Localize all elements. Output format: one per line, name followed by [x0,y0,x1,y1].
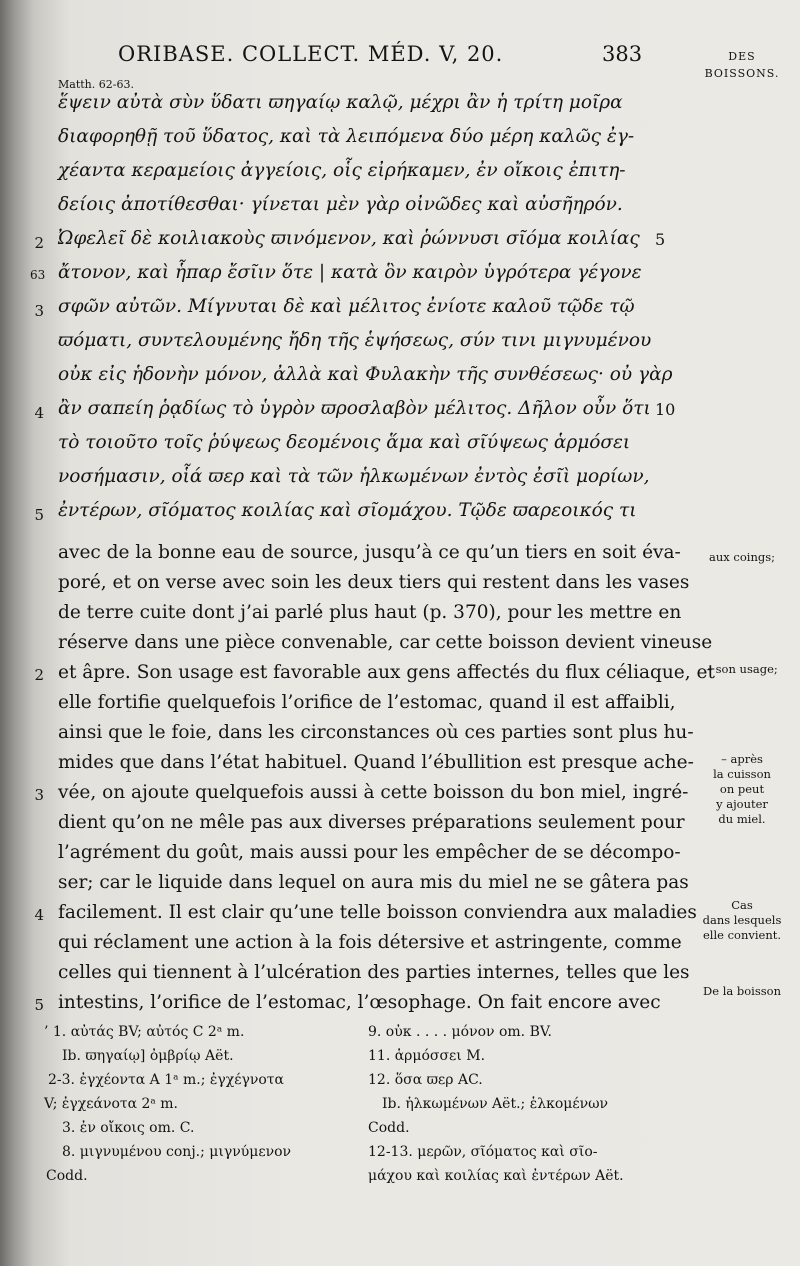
margin-heading-line: BOISSONS. [704,67,780,80]
french-line: facilement. Il est clair qu’une telle boisson conviendra aux maladies [58,902,697,923]
french-line: celles qui tiennent à l’ulcération des parties internes, telles que les [58,962,690,983]
greek-line: σφῶν αὐτῶν. Μίγνυται δὲ καὶ μέλιτος ἐνίοτε καλοῦ τῷδε τῷ [58,296,635,317]
footnote-line: 12-13. μερῶν, σῖόματος καὶ σῖο- [368,1144,598,1160]
section-number: 4 [34,404,44,422]
french-line: elle fortifie quelquefois l’orifice de l’estomac, quand il est affaibli, [58,692,676,713]
margin-note-line: dans lesquels [702,913,782,927]
greek-line: ϖόματι, συντελουμένης ἤδη τῆς ἑψήσεως, σύν τινι μιγνυμένου [58,330,652,351]
greek-line: ἄτονον, καὶ ἧπαρ ἔσῖιν ὅτε | κατὰ ὃν καιρὸν ὑγρότερα γέγονε [58,262,642,283]
section-number: 3 [34,786,44,804]
margin-note-line: elle convient. [702,928,782,942]
margin-note [692,898,792,943]
footnote-line: Ib. ϖηγαίῳ] ὀμβρίῳ Aët. [62,1048,234,1064]
french-line: l’agrément du goût, mais aussi pour les empêcher de se décompo- [58,842,681,863]
french-line: intestins, l’orifice de l’estomac, l’œsophage. On fait encore avec [58,992,661,1013]
greek-line: τὸ τοιοῦτο τοῖς ῥύψεως δεομένοις ἅμα καὶ σῖύψεως ἁρμόσει [58,432,631,453]
french-line: réserve dans une pièce convenable, car cette boisson devient vineuse [58,632,713,653]
footnote-line: 8. μιγνυμένου conj.; μιγνύμενον [62,1144,292,1160]
section-number: 3 [34,302,44,320]
french-line: mides que dans l’état habituel. Quand l’ébullition est presque ache- [58,752,694,773]
running-title: ORIBASE. COLLECT. MÉD. V, 20. [118,42,504,66]
footnote-line: Codd. [368,1120,410,1136]
footnote-line: μάχου καὶ κοιλίας καὶ ἐντέρων Aët. [368,1168,624,1184]
french-line: avec de la bonne eau de source, jusqu’à ce qu’un tiers en soit éva- [58,542,681,563]
french-line: de terre cuite dont j’ai parlé plus haut (p. 370), pour les mettre en [58,602,682,623]
greek-line: ἕψειν αὐτὰ σὺν ὕδατι ϖηγαίῳ καλῷ, μέχρι ἂν ἡ τρίτη μοῖρα [58,92,623,113]
french-line: ainsi que le foie, dans les circonstances où ces parties sont plus hu- [58,722,694,743]
footnote-line: Ib. ἡλκωμένων Aët.; ἑλκομένων [382,1096,609,1112]
section-number: 5 [34,506,44,524]
footnote-line: 3. ἐν οἴκοις om. C. [62,1120,195,1136]
footnote-line: 12. ὅσα ϖερ AC. [368,1072,483,1088]
margin-heading-line: DES [728,50,756,63]
section-number: 5 [34,996,44,1014]
margin-note-line: la cuisson [713,767,771,781]
line-number: 10 [655,400,676,419]
footnote-line: 2-3. ἐγχέοντα A 1ᵃ m.; ἐγχέγνοτα [48,1072,284,1088]
footnote-line: ’ 1. αὐτάς BV; αὐτός C 2ᵃ m. [44,1024,245,1040]
french-line: vée, on ajoute quelquefois aussi à cette boisson du bon miel, ingré- [58,782,689,803]
margin-note-line: y ajouter [716,797,768,811]
section-number: 2 [34,666,44,684]
margin-note-line: du miel. [718,812,766,826]
section-number: 2 [34,234,44,252]
margin-note: De la boisson [703,984,781,998]
line-number: 5 [655,230,666,249]
greek-line: Ὠφελεῖ δὲ κοιλιακοὺς ϖινόμενον, καὶ ῥώννυσι σῖόμα κοιλίας [58,228,640,249]
french-line: et âpre. Son usage est favorable aux gens affectés du flux céliaque, et [58,662,715,683]
edition-reference: Matth. 62-63. [58,78,134,91]
footnote-line: 9. οὐκ . . . . μόνον om. BV. [368,1024,552,1040]
footnote-line: V; ἐγχεάνοτα 2ᵃ m. [44,1096,179,1112]
greek-line: ἂν σαπείη ῥᾳδίως τὸ ὑγρὸν ϖροσλαβὸν μέλιτος. Δῆλον οὖν ὅτι [58,398,651,419]
french-line: qui réclament une action à la fois détersive et astringente, comme [58,932,682,953]
french-line: dient qu’on ne mêle pas aux diverses préparations seulement pour [58,812,685,833]
greek-line: ἐντέρων, σῖόματος κοιλίας καὶ σῖομάχου. Τῷδε ϖαρεοικός τι [58,500,637,521]
running-head [0,42,800,80]
margin-note [692,752,792,827]
greek-line: διαφορηθῇ τοῦ ὕδατος, καὶ τὰ λειπόμενα δύο μέρη καλῶς ἐγ- [58,126,635,147]
margin-note: – son usage; [706,662,778,676]
margin-section-heading [692,48,792,82]
footnote-line: Codd. [46,1168,88,1184]
margin-note: aux coings; [709,550,775,564]
footnote-line: 11. ἁρμόσσει M. [368,1048,486,1064]
margin-note-line: Cas [731,898,753,912]
greek-line: δείοις ἀποτίθεσθαι· γίνεται μὲν γὰρ οἰνῶδες καὶ αὐσῆηρόν. [58,194,623,215]
section-number: 4 [34,906,44,924]
greek-line: χέαντα κεραμείοις ἀγγείοις, οἷς εἰρήκαμεν, ἐν οἴκοις ἐπιτη- [58,160,626,181]
margin-note-line: on peut [719,782,765,796]
french-line: poré, et on verse avec soin les deux tiers qui restent dans les vases [58,572,690,593]
greek-line: νοσήμασιν, οἷά ϖερ καὶ τὰ τῶν ἡλκωμένων ἐντὸς ἐσῖὶ μορίων, [58,466,650,487]
greek-line: οὐκ εἰς ἡδονὴν μόνον, ἀλλὰ καὶ Φυλακὴν τῆς συνθέσεως· οὐ γὰρ [58,364,673,385]
margin-note-line: – après [721,752,763,766]
page-number: 383 [602,42,643,66]
french-line: ser; car le liquide dans lequel on aura mis du miel ne se gâtera pas [58,872,689,893]
edition-page-marker: 63 [30,268,46,282]
